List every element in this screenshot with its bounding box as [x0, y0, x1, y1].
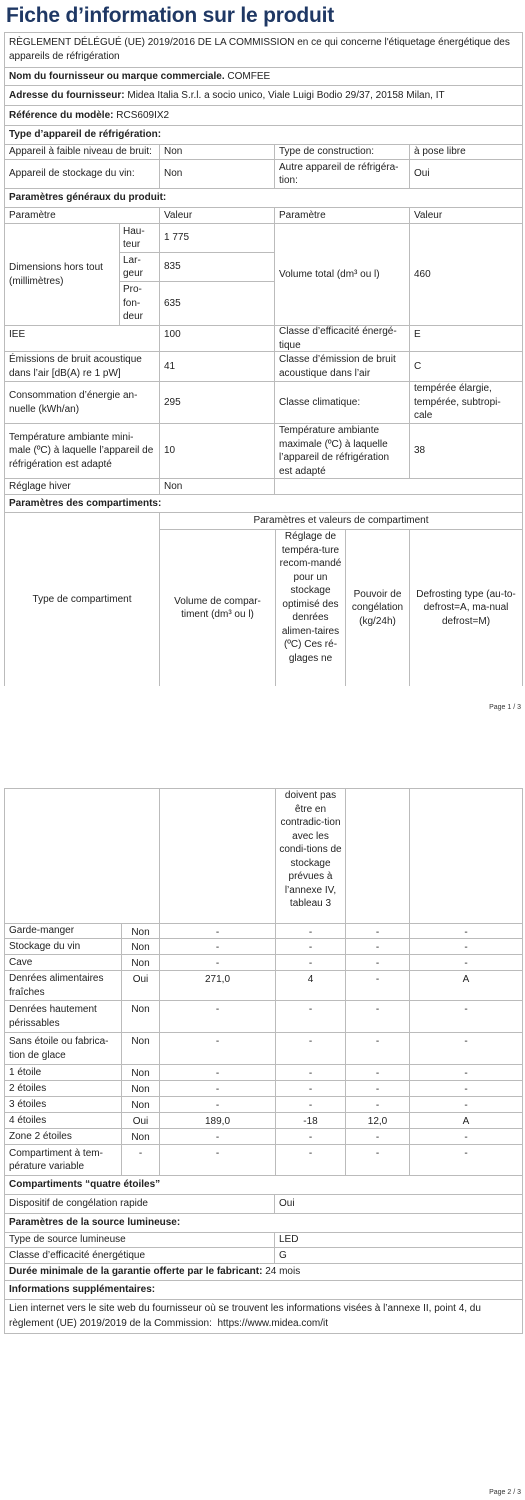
col-defrost-header: Defrosting type (au-to-defrost=A, ma-nual defrost=M) — [416, 588, 516, 627]
climate-value: tempérée élargie, tempérée, subtropi-cale — [414, 383, 501, 422]
compartment-temp: - — [276, 1081, 346, 1096]
compartment-present: Non — [122, 1097, 160, 1112]
compartment-temp: - — [276, 1065, 346, 1080]
compartment-defrost: - — [464, 942, 468, 953]
compartment-temp: - — [276, 1097, 346, 1112]
supplier-url[interactable]: https://www.midea.com/it — [217, 1317, 329, 1329]
light-class-label: Classe d’efficacité énergétique — [5, 1248, 275, 1263]
compartment-freezing: - — [346, 1065, 410, 1080]
model-value: RCS609IX2 — [116, 109, 170, 121]
fast-freeze-label: Dispositif de congélation rapide — [5, 1195, 275, 1213]
compartment-row — [5, 924, 522, 939]
compartment-row — [5, 971, 522, 1001]
compartment-freezing: - — [346, 1033, 410, 1064]
supplier-address-label: Adresse du fournisseur: — [9, 89, 125, 101]
compartment-temp: - — [276, 1033, 346, 1064]
col-temp-header-p2: doivent pas être en contradic-tion avec les condi-tions de stockage prévues à l’annexe IV, tableau 3 — [276, 789, 346, 923]
compartment-name: 4 étoiles — [5, 1113, 122, 1128]
wine-storage-label: Appareil de stockage du vin: — [5, 160, 160, 188]
low-noise-value: Non — [160, 145, 275, 159]
compartment-freezing: - — [346, 1145, 410, 1175]
height-value: 1 775 — [160, 224, 274, 253]
col-temp-header-p1: Réglage de tempéra-ture recom-mandé pour un stockage optimisé des denrées alimen-taires (ºC) Ces ré-glages ne — [276, 530, 346, 686]
col-volume-header: Volume de compar-timent (dm³ ou l) — [160, 530, 276, 686]
compartment-present: Non — [122, 955, 160, 970]
consumption-label: Consommation d’énergie an-nuelle (kWh/an) — [5, 382, 160, 423]
supplier-address-row — [5, 86, 522, 105]
consumption-value: 295 — [160, 382, 275, 423]
col-param-1: Paramètre — [5, 208, 160, 223]
additional-heading: Informations supplémentaires: — [9, 1284, 156, 1296]
compartment-defrost: - — [464, 1068, 468, 1079]
compartment-freezing: - — [346, 1081, 410, 1096]
product-info-sheet — [4, 32, 523, 686]
compartment-volume: - — [160, 939, 276, 954]
compartment-name: Sans étoile ou fabrica-tion de glace — [5, 1033, 122, 1064]
compartment-volume: - — [160, 1129, 276, 1144]
model-label: Référence du modèle: — [9, 109, 114, 121]
compartment-present: - — [122, 1145, 160, 1175]
compartment-freezing: - — [346, 1001, 410, 1032]
page-number-2: Page 2 / 3 — [489, 1489, 521, 1496]
dimension-names — [120, 224, 160, 325]
compartment-name: 2 étoiles — [5, 1081, 122, 1096]
compartment-volume: 189,0 — [160, 1113, 276, 1128]
group-header: Paramètres et valeurs de compartiment — [160, 513, 522, 530]
compartment-temp: - — [276, 1129, 346, 1144]
col-value-1: Valeur — [160, 208, 275, 223]
compartment-volume: - — [160, 924, 276, 938]
supplier-name-label: Nom du fournisseur ou marque commerciale. — [9, 70, 225, 82]
supplier-name-row — [5, 68, 522, 85]
compartment-row — [5, 1113, 522, 1129]
energy-class-label: Classe d’efficacité énergé-tique — [275, 326, 410, 351]
compartment-defrost: A — [462, 1116, 470, 1127]
winter-value: Non — [160, 479, 275, 494]
min-temp-label: Température ambiante mini-male (ºC) à laquelle l’appareil de réfrigération est adapté — [5, 424, 160, 478]
eei-label: IEE — [5, 326, 160, 351]
general-params-heading: Paramètres généraux du produit: — [9, 192, 167, 204]
compartment-rows — [5, 924, 522, 1176]
regulation-text: RÈGLEMENT DÉLÉGUÉ (UE) 2019/2016 DE LA COMMISSION en ce qui concerne l'étiquetage énergétique des appareils de réfrigération — [9, 37, 510, 62]
compartment-temp: 4 — [276, 971, 346, 1000]
compartment-present: Non — [122, 924, 160, 938]
supplier-address-value: Midea Italia S.r.l. a socio unico, Viale Luigi Bodio 29/37, 20158 Milan, IT — [127, 89, 445, 101]
guarantee-value: 24 mois — [265, 1266, 301, 1278]
compartment-row — [5, 1129, 522, 1145]
compartment-temp: - — [276, 939, 346, 954]
model-row — [5, 106, 522, 125]
width-value: 835 — [160, 253, 274, 282]
noise-class-label: Classe d’émission de bruit acoustique dans l’air — [275, 352, 410, 381]
noise-label: Émissions de bruit acoustique dans l’air [dB(A) re 1 pW] — [5, 352, 160, 381]
compartment-temp: - — [276, 1145, 346, 1175]
col-param-2: Paramètre — [275, 208, 410, 223]
page-number-1: Page 1 / 3 — [489, 704, 521, 711]
construction-label: Type de construction: — [275, 145, 410, 159]
col-freezing-header: Pouvoir de congélation (kg/24h) — [346, 530, 410, 686]
dimensions-label: Dimensions hors tout (millimètres) — [5, 224, 120, 325]
height-label: Hau-teur — [120, 224, 159, 253]
compartments-heading: Paramètres des compartiments: — [9, 497, 162, 509]
compartment-present: Non — [122, 1065, 160, 1080]
compartment-present: Oui — [122, 1113, 160, 1128]
compartment-present: Non — [122, 1129, 160, 1144]
light-class-value: G — [279, 1249, 287, 1261]
compartment-row — [5, 1081, 522, 1097]
construction-value: à pose libre — [414, 146, 466, 158]
appliance-type-heading: Type d’appareil de réfrigération: — [9, 129, 162, 141]
compartment-temp: -18 — [276, 1113, 346, 1128]
compartment-defrost: A — [462, 974, 470, 985]
four-star-heading: Compartiments “quatre étoiles” — [9, 1179, 161, 1191]
compartment-temp: - — [276, 955, 346, 970]
depth-label: Pro-fon-deur — [123, 284, 144, 323]
compartment-name: Cave — [5, 955, 122, 970]
compartment-volume: - — [160, 955, 276, 970]
compartment-volume: - — [160, 1081, 276, 1096]
page-title: Fiche d’information sur le produit — [6, 4, 335, 27]
compartment-name: 1 étoile — [5, 1065, 122, 1080]
compartment-name: Denrées hautement périssables — [5, 1001, 122, 1032]
compartment-defrost: - — [464, 1004, 468, 1015]
compartment-name: 3 étoiles — [5, 1097, 122, 1112]
compartment-name: Zone 2 étoiles — [5, 1129, 122, 1144]
compartment-volume: - — [160, 1097, 276, 1112]
compartment-name: Denrées alimentaires fraîches — [5, 971, 122, 1000]
col-value-2: Valeur — [414, 209, 443, 221]
noise-value: 41 — [160, 352, 275, 381]
eei-value: 100 — [160, 326, 275, 351]
depth-value: 635 — [164, 297, 181, 309]
compartment-row — [5, 1033, 522, 1065]
winter-empty — [275, 479, 522, 494]
low-noise-label: Appareil à faible niveau de bruit: — [5, 145, 160, 159]
compartment-name: Stockage du vin — [5, 939, 122, 954]
guarantee-row — [5, 1264, 522, 1280]
compartment-row — [5, 1001, 522, 1033]
compartment-present: Non — [122, 1001, 160, 1032]
compartment-row — [5, 1145, 522, 1176]
compartment-header-p1 — [5, 513, 522, 686]
additional-info — [5, 1300, 522, 1333]
min-temp-value: 10 — [160, 424, 275, 478]
compartment-freezing: - — [346, 955, 410, 970]
width-label: Lar-geur — [120, 253, 159, 282]
max-temp-label: Température ambiante maximale (ºC) à laquelle l’appareil de réfrigération est adapté — [275, 424, 410, 478]
col-type-header: Type de compartiment — [5, 513, 160, 686]
compartment-present: Non — [122, 939, 160, 954]
other-appliance-value: Oui — [414, 168, 430, 180]
noise-class-value: C — [414, 360, 422, 372]
compartment-defrost: - — [464, 927, 468, 938]
page-1 — [0, 0, 525, 720]
compartment-temp: - — [276, 924, 346, 938]
compartment-volume: - — [160, 1001, 276, 1032]
compartment-row — [5, 939, 522, 955]
fast-freeze-value: Oui — [279, 1198, 295, 1210]
max-temp-value: 38 — [414, 445, 426, 457]
volume-value: 460 — [414, 268, 431, 280]
compartment-defrost: - — [464, 1100, 468, 1111]
compartment-present: Oui — [122, 971, 160, 1000]
compartment-freezing: - — [346, 939, 410, 954]
winter-label: Réglage hiver — [5, 479, 160, 494]
wine-storage-value: Non — [160, 160, 275, 188]
compartment-freezing: - — [346, 1097, 410, 1112]
compartment-present: Non — [122, 1033, 160, 1064]
page-2 — [0, 750, 525, 1500]
other-appliance-label: Autre appareil de réfrigéra-tion: — [275, 160, 410, 188]
compartment-volume: - — [160, 1033, 276, 1064]
compartment-row — [5, 955, 522, 971]
compartments-table-cont — [4, 788, 523, 1334]
compartment-defrost: - — [464, 1084, 468, 1095]
climate-label: Classe climatique: — [275, 382, 410, 423]
compartment-freezing: - — [346, 1129, 410, 1144]
additional-text: Lien internet vers le site web du fournisseur où se trouvent les informations visées à l’annexe II, point 4, du règlement (UE) 2019/2019 de la Commission: — [9, 1303, 481, 1329]
volume-label: Volume total (dm³ ou l) — [275, 224, 410, 325]
compartment-temp: - — [276, 1001, 346, 1032]
compartment-volume: - — [160, 1145, 276, 1175]
compartment-freezing: 12,0 — [346, 1113, 410, 1128]
compartment-header-p2 — [5, 788, 522, 924]
compartment-freezing: - — [346, 924, 410, 938]
compartment-volume: 271,0 — [160, 971, 276, 1000]
light-type-label: Type de source lumineuse — [5, 1233, 275, 1247]
energy-class-value: E — [414, 329, 421, 340]
light-heading: Paramètres de la source lumineuse: — [9, 1217, 181, 1229]
guarantee-label: Durée minimale de la garantie offerte par le fabricant: — [9, 1266, 263, 1278]
compartment-defrost: - — [464, 1036, 468, 1047]
compartment-defrost: - — [464, 1132, 468, 1143]
compartment-name: Garde-manger — [5, 924, 122, 938]
compartment-volume: - — [160, 1065, 276, 1080]
compartment-row — [5, 1097, 522, 1113]
compartment-row — [5, 1065, 522, 1081]
light-type-value: LED — [279, 1234, 299, 1246]
dimension-values — [160, 224, 275, 325]
compartment-present: Non — [122, 1081, 160, 1096]
compartment-freezing: - — [346, 971, 410, 1000]
compartment-defrost: - — [464, 1148, 468, 1159]
compartment-name: Compartiment à tem-pérature variable — [5, 1145, 122, 1175]
supplier-name-value: COMFEE — [227, 70, 271, 82]
compartment-defrost: - — [464, 958, 468, 969]
